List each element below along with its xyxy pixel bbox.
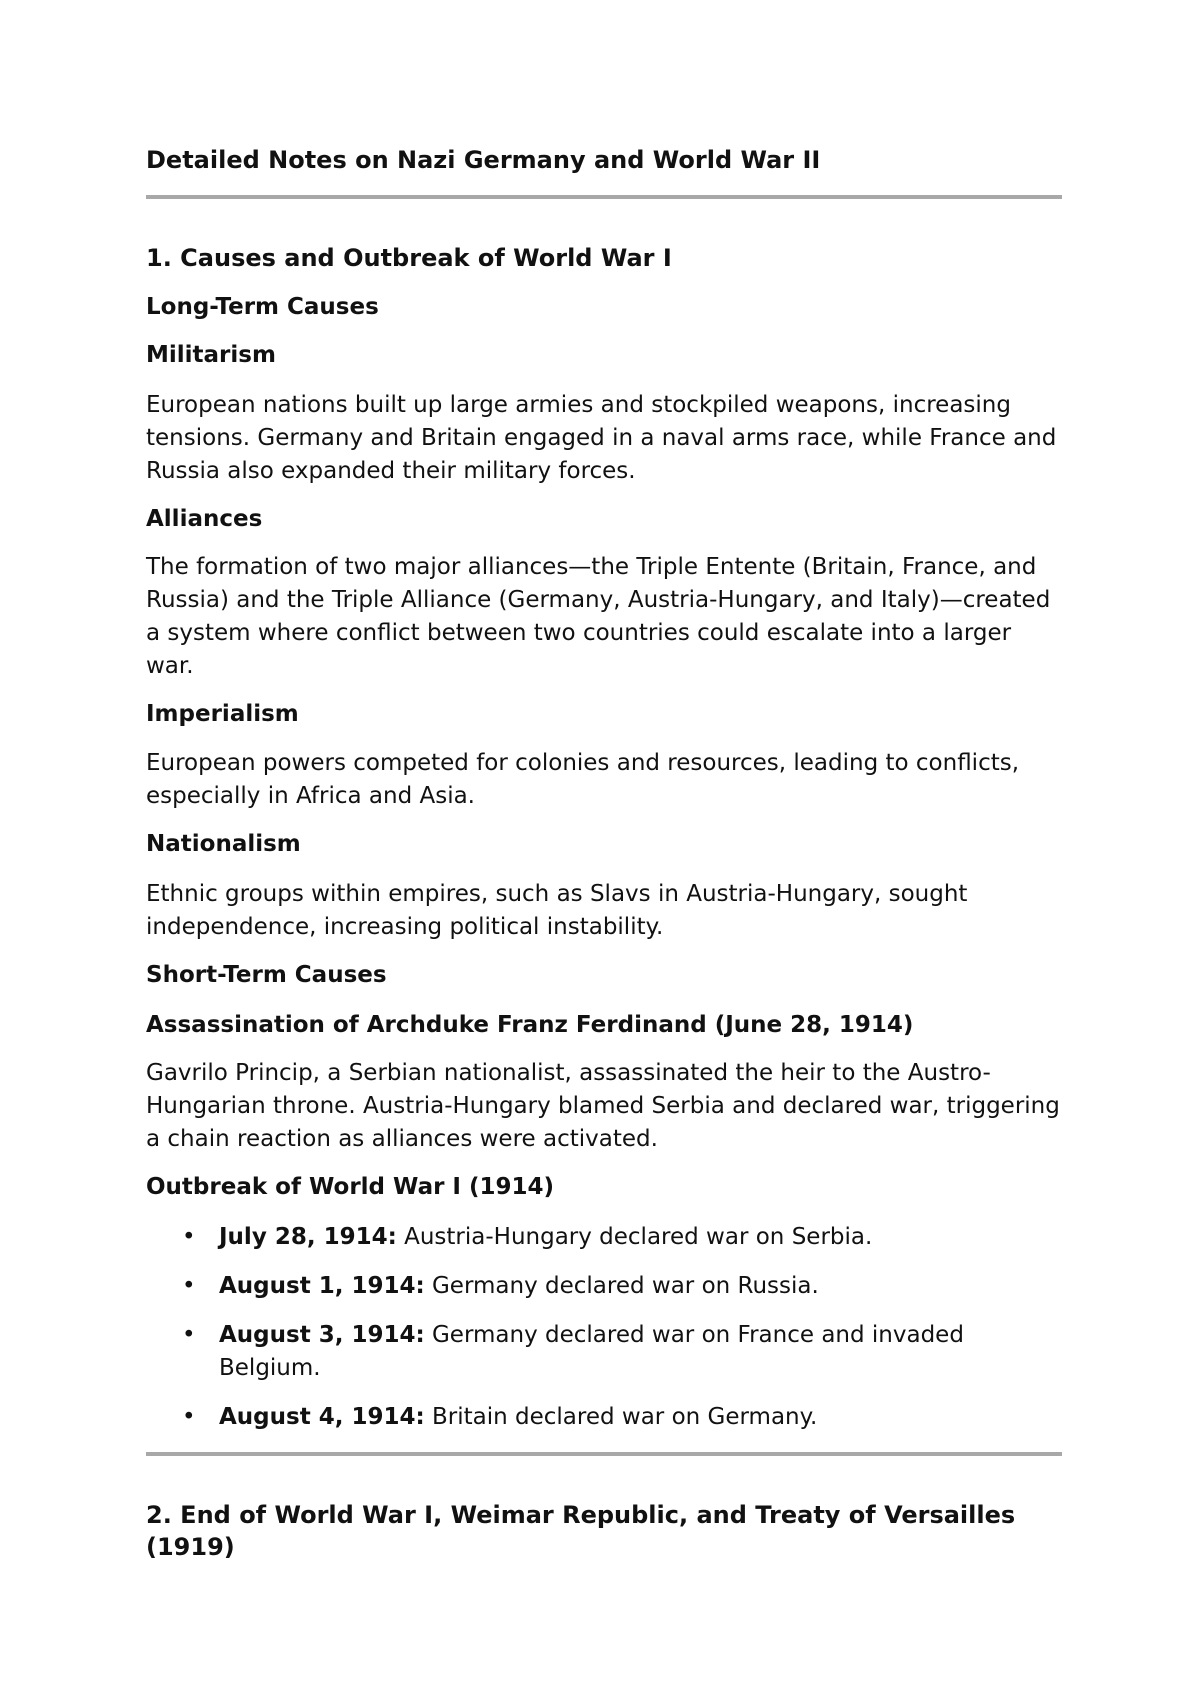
bullet-icon: •	[182, 1273, 196, 1299]
timeline-item	[146, 1221, 1062, 1254]
timeline-item	[146, 1270, 1062, 1303]
timeline-date: July 28, 1914:	[219, 1224, 397, 1250]
outbreak-heading: Outbreak of World War I (1914)	[146, 1174, 555, 1200]
long-term-causes-heading: Long-Term Causes	[146, 294, 379, 320]
nationalism-paragraph: Ethnic groups within empires, such as Slavs in Austria-Hungary, sought independence, increasing political instability.	[146, 881, 968, 940]
bullet-icon: •	[182, 1322, 196, 1348]
militarism-heading: Militarism	[146, 342, 276, 368]
alliances-paragraph: The formation of two major alliances—the Triple Entente (Britain, France, and Russia) and the Triple Alliance (Germany, Austria-Hungary, and Italy)—created a system where conflict between two countries could escalate into a larger war.	[146, 554, 1051, 679]
document-title: Detailed Notes on Nazi Germany and World War II	[146, 146, 821, 174]
timeline-text: Germany declared war on Russia.	[424, 1273, 819, 1299]
timeline-date: August 4, 1914:	[219, 1404, 425, 1430]
timeline-text: Austria-Hungary declared war on Serbia.	[396, 1224, 873, 1250]
section-2-heading: 2. End of World War I, Weimar Republic, and Treaty of Versailles (1919)	[146, 1501, 1016, 1561]
timeline-text: Germany declared war on France and invaded Belgium.	[219, 1322, 964, 1381]
alliances-heading: Alliances	[146, 506, 263, 532]
timeline-text: Britain declared war on Germany.	[424, 1404, 818, 1430]
outbreak-timeline	[146, 1221, 1062, 1450]
assassination-heading: Assassination of Archduke Franz Ferdinand (June 28, 1914)	[146, 1012, 914, 1038]
assassination-paragraph: Gavrilo Princip, a Serbian nationalist, assassinated the heir to the Austro-Hungarian throne. Austria-Hungary blamed Serbia and declared war, triggering a chain reaction as alliances were activated.	[146, 1060, 1060, 1152]
timeline-item	[146, 1401, 1062, 1434]
militarism-paragraph: European nations built up large armies and stockpiled weapons, increasing tensions. Germany and Britain engaged in a naval arms race, while France and Russia also expanded their military forces.	[146, 392, 1057, 484]
imperialism-heading: Imperialism	[146, 701, 299, 727]
bullet-icon: •	[182, 1224, 196, 1250]
divider-top	[146, 195, 1062, 199]
timeline-item	[146, 1319, 1062, 1385]
imperialism-paragraph: European powers competed for colonies and resources, leading to conflicts, especially in Africa and Asia.	[146, 750, 1020, 809]
timeline-date: August 3, 1914:	[219, 1322, 425, 1348]
short-term-causes-heading: Short-Term Causes	[146, 962, 387, 988]
divider-middle	[146, 1452, 1062, 1456]
nationalism-heading: Nationalism	[146, 831, 301, 857]
timeline-date: August 1, 1914:	[219, 1273, 425, 1299]
bullet-icon: •	[182, 1404, 196, 1430]
section-1-heading: 1. Causes and Outbreak of World War I	[146, 244, 672, 272]
